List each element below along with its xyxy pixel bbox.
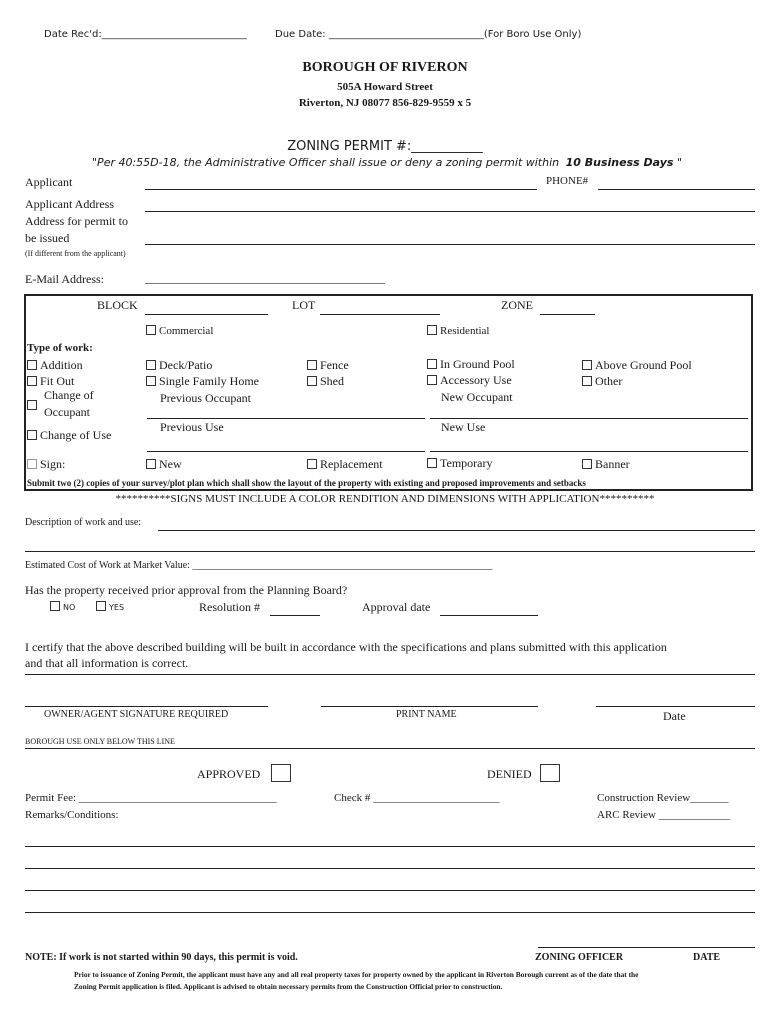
certify-rule: [25, 674, 755, 675]
sign-replacement-option[interactable]: Replacement: [307, 457, 383, 472]
submit-note: Submit two (2) copies of your survey/plot plan which shall show the layout of the property with existing and proposed improvements and setbacks: [27, 478, 586, 488]
previous-use-field[interactable]: [147, 451, 425, 452]
org-address-2: Riverton, NJ 08077 856-829-9559 x 5: [298, 97, 472, 109]
accessory-use-option[interactable]: Accessory Use: [427, 373, 512, 388]
addition-option[interactable]: Addition: [27, 358, 83, 373]
applicant-label: Applicant: [25, 175, 73, 189]
applicant-address-field[interactable]: [145, 211, 755, 212]
certify-line-1: I certify that the above described building will be built in accordance with the specifications and plans submitted with this application: [25, 640, 667, 654]
approved-box-wrap[interactable]: [271, 764, 291, 787]
new-use-label: New Use: [441, 420, 486, 434]
previous-use-label: Previous Use: [160, 420, 224, 434]
sign-temporary-checkbox[interactable]: [427, 458, 437, 468]
org-title: BOROUGH OF RIVERON: [302, 60, 468, 75]
applicant-field[interactable]: [145, 189, 537, 190]
zone-label: ZONE: [501, 298, 533, 312]
owner-signature-label: OWNER/AGENT SIGNATURE REQUIRED: [44, 709, 229, 720]
single-family-option[interactable]: Single Family Home: [146, 374, 259, 389]
planning-question: Has the property received prior approval from the Planning Board?: [25, 583, 348, 597]
fit-out-checkbox[interactable]: [27, 376, 37, 386]
statute-note: "Per 40:55D-18, the Administrative Officer shall issue or deny a zoning permit within 10 Business Days ": [92, 156, 683, 169]
sign-replacement-checkbox[interactable]: [307, 459, 317, 469]
change-use-checkbox[interactable]: [27, 430, 37, 440]
fit-out-option[interactable]: Fit Out: [27, 374, 74, 389]
permit-address-field[interactable]: [145, 244, 755, 245]
change-use-option[interactable]: Change of Use: [27, 428, 111, 443]
boro-use-rule: [25, 748, 755, 749]
date-field[interactable]: [596, 706, 755, 707]
residential-option[interactable]: Residential: [427, 325, 490, 337]
approval-date-label: Approval date: [362, 600, 431, 614]
block-label: BLOCK: [97, 298, 138, 312]
estimated-cost[interactable]: Estimated Cost of Work at Market Value: ____________________________________________________________: [25, 560, 493, 571]
org-address-1: 505A Howard Street: [337, 81, 433, 93]
permit-title: ZONING PERMIT #:___________: [287, 139, 483, 154]
approved-label: APPROVED: [197, 767, 261, 781]
accessory-use-checkbox[interactable]: [427, 375, 437, 385]
resolution-field[interactable]: [270, 615, 320, 616]
email-label: E-Mail Address:: [25, 272, 104, 286]
lot-label: LOT: [292, 298, 316, 312]
sign-banner-checkbox[interactable]: [582, 459, 592, 469]
fine-print-1: Prior to issuance of Zoning Permit, the applicant must have any and all real property taxes for property owned by the applicant in Riverton Borough current as of the date that the: [74, 970, 639, 979]
boro-use-only-label: BOROUGH USE ONLY BELOW THIS LINE: [25, 737, 175, 746]
email-field[interactable]: ________________________________________: [145, 271, 385, 285]
address-note: (If different from the applicant): [25, 249, 126, 258]
arc-review[interactable]: ARC Review _____________: [597, 809, 731, 821]
void-note: NOTE: If work is not started within 90 days, this permit is void.: [25, 952, 298, 963]
print-name-field[interactable]: [321, 706, 538, 707]
owner-signature-field[interactable]: [25, 706, 268, 707]
denied-box[interactable]: [540, 764, 560, 782]
permit-address-label-2: be issued: [25, 231, 70, 245]
other-option[interactable]: Other: [582, 374, 622, 389]
change-occupant-checkbox-wrap[interactable]: [27, 396, 40, 414]
applicant-address-label: Applicant Address: [25, 197, 114, 211]
sign-option[interactable]: Sign:: [27, 457, 65, 472]
other-checkbox[interactable]: [582, 376, 592, 386]
commercial-checkbox[interactable]: [146, 325, 156, 335]
description-field-2[interactable]: [25, 551, 755, 552]
commercial-option[interactable]: Commercial: [146, 325, 213, 337]
no-option[interactable]: NO: [50, 601, 75, 612]
resolution-label: Resolution #: [199, 600, 261, 614]
permit-fee[interactable]: Permit Fee: ____________________________________: [25, 792, 277, 804]
lot-field[interactable]: [320, 314, 440, 315]
phone-field[interactable]: [598, 189, 755, 190]
previous-occupant-field[interactable]: [147, 418, 425, 419]
approval-date-field[interactable]: [440, 615, 538, 616]
change-occupant-label-1: Change of: [44, 388, 94, 402]
shed-option[interactable]: Shed: [307, 374, 344, 389]
zone-field[interactable]: [540, 314, 595, 315]
shed-checkbox[interactable]: [307, 376, 317, 386]
no-checkbox[interactable]: [50, 601, 60, 611]
change-occupant-label-2: Occupant: [44, 405, 90, 419]
phone-label: PHONE#: [546, 175, 589, 187]
permit-address-label-1: Address for permit to: [25, 214, 128, 228]
change-occupant-checkbox[interactable]: [27, 400, 37, 410]
new-use-field[interactable]: [430, 451, 748, 452]
deck-checkbox[interactable]: [146, 360, 156, 370]
fine-print-2: Zoning Permit application is filed. Applicant is advised to obtain necessary permits from the Construction Official prior to construction.: [74, 982, 503, 991]
officer-date-label: DATE: [693, 952, 721, 963]
residential-checkbox[interactable]: [427, 325, 437, 335]
sign-new-option[interactable]: New: [146, 457, 182, 472]
remarks-line-2[interactable]: [25, 868, 755, 869]
above-ground-pool-checkbox[interactable]: [582, 360, 592, 370]
denied-label: DENIED: [487, 767, 532, 781]
sign-temporary-option[interactable]: Temporary: [427, 456, 492, 471]
block-field[interactable]: [145, 314, 268, 315]
single-family-checkbox[interactable]: [146, 376, 156, 386]
yes-option[interactable]: YES: [96, 601, 124, 612]
addition-checkbox[interactable]: [27, 360, 37, 370]
denied-box-wrap[interactable]: [540, 764, 560, 787]
in-ground-pool-checkbox[interactable]: [427, 359, 437, 369]
statute-days: 10 Business Days: [565, 156, 674, 169]
date-received: Date Rec'd:_____________________________: [44, 29, 247, 40]
date-label: Date: [663, 709, 686, 723]
previous-occupant-label: Previous Occupant: [160, 391, 251, 405]
zoning-officer-label: ZONING OFFICER: [535, 952, 624, 963]
print-name-label: PRINT NAME: [396, 709, 457, 720]
yes-checkbox[interactable]: [96, 601, 106, 611]
check-number[interactable]: Check # _______________________: [334, 792, 500, 804]
remarks-line-4[interactable]: [25, 912, 755, 913]
new-occupant-label: New Occupant: [441, 390, 513, 404]
description-field[interactable]: [158, 530, 755, 531]
sign-new-checkbox[interactable]: [146, 459, 156, 469]
remarks-label: Remarks/Conditions:: [25, 809, 119, 821]
deck-option[interactable]: Deck/Patio: [146, 358, 212, 373]
signs-note: **********SIGNS MUST INCLUDE A COLOR RENDITION AND DIMENSIONS WITH APPLICATION**********: [115, 493, 655, 505]
sign-checkbox[interactable]: [27, 459, 37, 469]
type-of-work-label: Type of work:: [27, 342, 93, 354]
remarks-line-3[interactable]: [25, 890, 755, 891]
due-date: Due Date: _______________________________(For Boro Use Only): [275, 29, 582, 40]
fence-checkbox[interactable]: [307, 360, 317, 370]
above-ground-pool-option[interactable]: Above Ground Pool: [582, 358, 692, 373]
zoning-officer-field[interactable]: [538, 947, 755, 948]
sign-banner-option[interactable]: Banner: [582, 457, 630, 472]
fence-option[interactable]: Fence: [307, 358, 349, 373]
construction-review[interactable]: Construction Review_______: [597, 792, 729, 804]
certify-line-2: and that all information is correct.: [25, 656, 189, 670]
new-occupant-field[interactable]: [430, 418, 748, 419]
approved-box[interactable]: [271, 764, 291, 782]
remarks-line-1[interactable]: [25, 846, 755, 847]
work-frame: [24, 294, 753, 491]
description-label: Description of work and use:: [25, 517, 142, 528]
in-ground-pool-option[interactable]: In Ground Pool: [427, 357, 515, 372]
